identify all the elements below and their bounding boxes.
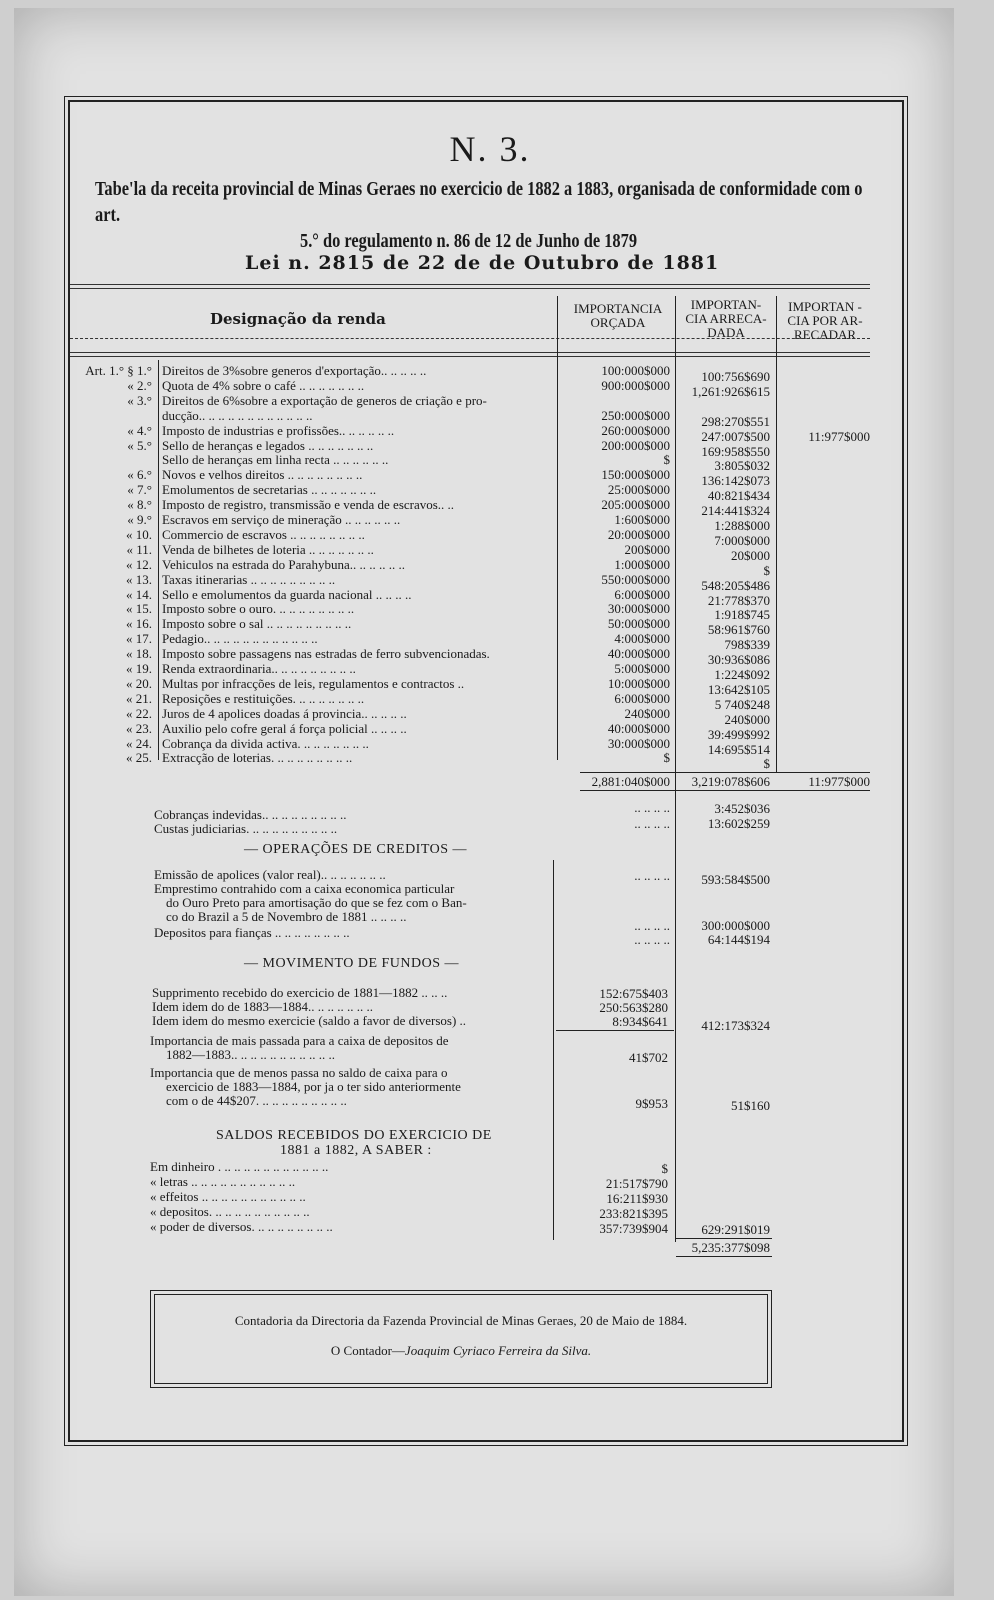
column-header-designacao: Designação da renda xyxy=(210,310,386,328)
row-article: « 14. xyxy=(126,586,152,602)
row-description: Imposto sobre o ouro. .. .. .. .. .. .. .. .. xyxy=(162,601,355,617)
row-article: « 24. xyxy=(126,735,152,751)
row-article: « 19. xyxy=(126,661,152,676)
funds-row-desc: Importancia de mais passada para a caixa de depositos de xyxy=(150,1033,449,1048)
column-rule xyxy=(675,296,676,1242)
row-description: Imposto sobre passagens nas estradas de ferro subvencionadas. xyxy=(162,646,490,662)
column-header-por-arrecadar: IMPORTAN - CIA POR AR- RECADAR xyxy=(787,299,863,342)
total-rule xyxy=(676,1256,772,1257)
row-article: « 15. xyxy=(126,601,152,617)
credit-row-desc: co do Brazil a 5 de Novembro de 1881 .. .. .. .. xyxy=(166,909,407,924)
row-article: « 13. xyxy=(126,571,152,587)
row-orcada: $ xyxy=(663,750,670,766)
row-article: « 8.° xyxy=(127,497,152,513)
row-article: « 25. xyxy=(126,750,152,766)
section-title-creditos: — OPERAÇÕES DE CREDITOS — xyxy=(244,842,468,857)
row-description: Reposições e restituições. .. .. .. .. .. .. .. xyxy=(162,690,365,706)
divider xyxy=(70,338,870,339)
row-arrecadada: 247:007$500 xyxy=(701,428,770,444)
section-subtitle-saldos: 1881 a 1882, A SABER : xyxy=(280,1143,432,1158)
row-article: « 21. xyxy=(126,690,152,706)
row-arrecadada: 14:695$514 xyxy=(707,741,770,757)
row-por-arrecadar: 11:977$000 xyxy=(808,428,870,444)
balance-row-desc: Em dinheiro . .. .. .. .. .. .. .. .. .. .. .. xyxy=(150,1159,329,1174)
funds-subtotal: 51$160 xyxy=(731,1098,770,1113)
row-arrecadada: 7:000$000 xyxy=(714,532,770,548)
column-header-orcada: IMPORTANCIA ORÇADA xyxy=(573,301,663,330)
extra-row-arrecadada: 13:602$259 xyxy=(707,816,770,831)
credit-row-desc: do Ouro Preto para amortisação do que se fez com o Ban- xyxy=(166,895,467,910)
divider xyxy=(70,284,870,285)
balance-row-value: 21:517$790 xyxy=(605,1176,668,1191)
total-rule xyxy=(580,790,870,791)
title-line-1: Tabe'la da receita provincial de Minas Geraes no exercicio de 1882 a 1883, organisada de conformidade com o art. xyxy=(95,178,863,226)
funds-row-desc: com o de 44$207. .. .. .. .. .. .. .. .. .. xyxy=(166,1093,347,1108)
row-arrecadada: 1,261:926$615 xyxy=(691,383,770,399)
row-arrecadada: 1:288$000 xyxy=(714,518,770,533)
row-orcada: 30:000$000 xyxy=(607,735,670,751)
balance-row-value: $ xyxy=(661,1161,668,1176)
row-arrecadada: 58:961$760 xyxy=(707,622,770,638)
row-description: ducção.. .. .. .. .. .. .. .. .. .. .. .. xyxy=(162,407,313,423)
credit-row-arrecadada: 64:144$194 xyxy=(707,932,770,947)
row-description: Emolumentos de secretarias .. .. .. .. .. .. .. xyxy=(162,482,377,498)
divider xyxy=(70,288,870,289)
extra-row-desc: Cobranças indevidas.. .. .. .. .. .. .. .. .. xyxy=(154,807,347,822)
row-arrecadada: 21:778$370 xyxy=(707,592,770,608)
funds-row-desc: Importancia que de menos passa no saldo de caixa para o xyxy=(150,1065,448,1080)
credit-row-desc: Emprestimo contrahido com a caixa economica particular xyxy=(154,881,455,896)
balance-row-desc: « effeitos .. .. .. .. .. .. .. .. .. .. .. xyxy=(150,1189,306,1204)
column-rule xyxy=(553,860,554,1240)
extra-row-orcada: .. .. .. .. xyxy=(634,816,670,831)
column-rule xyxy=(158,360,159,760)
row-article: « 23. xyxy=(126,720,152,736)
funds-row-desc: exercicio de 1883—1884, por ja o ter sido anteriormente xyxy=(166,1079,461,1094)
footer-signature-name: Joaquim Cyriaco Ferreira da Silva. xyxy=(404,1343,592,1358)
row-orcada: 20:000$000 xyxy=(607,526,670,542)
row-description: Direitos de 3%sobre generos d'exportação.. .. .. .. .. xyxy=(162,363,427,378)
funds-row-desc: 1882—1883.. .. .. .. .. .. .. .. .. .. .. xyxy=(166,1047,335,1062)
total-arrecadada: 3,219:078$606 xyxy=(691,774,770,789)
row-orcada: 25:000$000 xyxy=(607,482,670,498)
grand-total: 5,235:377$098 xyxy=(691,1240,770,1255)
row-description: Cobrança da divida activa. .. .. .. .. .. .. .. xyxy=(162,735,369,751)
row-arrecadada: $ xyxy=(763,562,770,578)
row-orcada: 40:000$000 xyxy=(607,720,670,736)
row-article: « 22. xyxy=(126,705,152,721)
row-article: « 11. xyxy=(126,541,152,557)
row-orcada: 205:000$000 xyxy=(601,497,670,513)
row-article: « 20. xyxy=(126,675,152,691)
row-article: « 3.° xyxy=(127,392,152,408)
row-arrecadada: 214:441$324 xyxy=(701,503,770,519)
row-orcada: 6:000$000 xyxy=(614,690,670,706)
page-frame xyxy=(68,100,904,1442)
row-orcada: $ xyxy=(663,452,670,468)
title-line-2: 5.° do regulamento n. 86 de 12 de Junho de 1879 xyxy=(300,230,638,252)
column-rule xyxy=(557,296,558,760)
funds-row-desc: Idem idem do de 1883—1884.. .. .. .. .. .. .. xyxy=(152,999,373,1014)
row-arrecadada: 13:642$105 xyxy=(707,681,770,697)
row-description: Imposto de industrias e profissões.. .. .. .. .. .. xyxy=(162,422,395,438)
funds-row-value: 250:563$280 xyxy=(599,1000,668,1015)
footer-signature-prefix: O Contador— xyxy=(330,1343,405,1358)
row-description: Extracção de loterias. .. .. .. .. .. .. .. .. xyxy=(162,750,353,766)
funds-row-value: 152:675$403 xyxy=(599,986,668,1001)
row-orcada: 200$000 xyxy=(624,541,670,557)
total-por-arrecadar: 11:977$000 xyxy=(808,774,870,789)
row-orcada: 5:000$000 xyxy=(614,661,670,676)
row-description: Sello e emolumentos da guarda nacional .. .. .. .. xyxy=(162,586,412,602)
funds-row-value: 41$702 xyxy=(629,1050,668,1065)
row-arrecadada: 100:756$690 xyxy=(701,369,770,384)
credit-row-arrecadada: 300:000$000 xyxy=(701,918,770,933)
divider xyxy=(70,356,870,357)
row-arrecadada: 3:805$032 xyxy=(714,458,770,474)
row-description: Sello de heranças e legados .. .. .. .. .. .. .. xyxy=(162,437,374,453)
signature-box-inner xyxy=(154,1294,768,1384)
total-orcada: 2,881:040$000 xyxy=(591,774,670,789)
row-article: « 7.° xyxy=(127,482,152,498)
row-arrecadada: 548:205$486 xyxy=(701,577,770,593)
row-orcada: 100:000$000 xyxy=(601,363,670,378)
law-reference: Lei n. 2815 de 22 de de Outubro de 1881 xyxy=(245,252,720,274)
row-article: « 18. xyxy=(126,646,152,662)
row-orcada: 40:000$000 xyxy=(607,646,670,662)
row-orcada: 30:000$000 xyxy=(607,601,670,617)
row-description: Auxilio pelo cofre geral á força policial .. .. .. .. xyxy=(162,720,407,736)
row-orcada: 900:000$000 xyxy=(601,377,670,393)
row-arrecadada: 240$000 xyxy=(724,711,770,727)
column-header-arrecadada: IMPORTAN- CIA ARRECA- DADA xyxy=(685,297,767,340)
row-description: Juros de 4 apolices doadas á provincia.. .. .. .. .. xyxy=(162,705,407,721)
row-arrecadada: 40:821$434 xyxy=(707,488,770,504)
row-arrecadada: 1:918$745 xyxy=(714,607,770,623)
balance-row-desc: « depositos. .. .. .. .. .. .. .. .. .. .. xyxy=(150,1204,310,1219)
row-arrecadada: 1:224$092 xyxy=(714,667,770,682)
row-description: Pedagio.. .. .. .. .. .. .. .. .. .. .. .. xyxy=(162,631,318,647)
row-arrecadada: 5 740$248 xyxy=(714,696,770,712)
row-orcada: 50:000$000 xyxy=(607,616,670,632)
row-description: Sello de heranças em linha recta .. .. .. .. .. .. xyxy=(162,452,389,468)
signature-box xyxy=(150,1290,772,1388)
row-article: Art. 1.° § 1.° xyxy=(85,363,152,378)
row-article: « 6.° xyxy=(127,467,152,483)
row-description: Renda extraordinaria.. .. .. .. .. .. .. .. .. xyxy=(162,661,356,676)
balances-total: 629:291$019 xyxy=(701,1222,770,1237)
funds-row-desc: Supprimento recebido do exercicio de 1881—1882 .. .. .. xyxy=(152,985,448,1000)
footer-signature xyxy=(151,1343,771,1359)
row-arrecadada: 30:936$086 xyxy=(707,652,770,668)
credit-row-desc: Emissão de apolices (valor real).. .. .. .. .. .. .. xyxy=(154,867,386,882)
row-orcada: 6:000$000 xyxy=(614,586,670,602)
row-description: Vehiculos na estrada do Parahybuna.. .. .. .. .. .. xyxy=(162,556,405,572)
row-description: Taxas itinerarias .. .. .. .. .. .. .. .. .. xyxy=(162,571,336,587)
balance-row-desc: « poder de diversos. .. .. .. .. .. .. .. .. xyxy=(150,1219,333,1234)
row-description: Direitos de 6%sobre a exportação de generos de criação e pro- xyxy=(162,392,487,408)
row-orcada: 10:000$000 xyxy=(607,675,670,691)
row-orcada: 200:000$000 xyxy=(601,437,670,453)
row-arrecadada: 20$000 xyxy=(731,547,770,563)
row-article: « 5.° xyxy=(127,437,152,453)
credit-row-desc: Depositos para fianças .. .. .. .. .. .. .. .. xyxy=(154,925,350,940)
balance-row-desc: « letras .. .. .. .. .. .. .. .. .. .. .. xyxy=(150,1174,296,1189)
row-arrecadada: 298:270$551 xyxy=(701,413,770,429)
row-article: « 16. xyxy=(126,616,152,632)
balance-row-value: 233:821$395 xyxy=(599,1206,668,1221)
row-arrecadada: 169:958$550 xyxy=(701,443,770,459)
extra-row-desc: Custas judiciarias. .. .. .. .. .. .. .. .. .. xyxy=(154,821,338,836)
row-description: Imposto de registro, transmissão e venda de escravos.. .. xyxy=(162,497,455,513)
section-title-saldos: SALDOS RECEBIDOS DO EXERCICIO DE xyxy=(216,1128,492,1143)
total-rule xyxy=(580,772,870,773)
row-article: « 9.° xyxy=(127,512,152,527)
row-description: Commercio de escravos .. .. .. .. .. .. .. .. xyxy=(162,526,365,542)
row-orcada: 260:000$000 xyxy=(601,422,670,438)
credit-row-orcada: .. .. .. .. xyxy=(634,932,670,947)
row-arrecadada: 39:499$992 xyxy=(707,726,770,742)
funds-subtotal: 412:173$324 xyxy=(701,1018,770,1033)
row-article: « 10. xyxy=(126,526,152,542)
row-orcada: 150:000$000 xyxy=(601,467,670,483)
table-number: N. 3. xyxy=(449,129,531,169)
extra-row-orcada: .. .. .. .. xyxy=(634,800,670,815)
balance-row-value: 357:739$904 xyxy=(599,1221,668,1236)
row-article: « 12. xyxy=(126,556,152,572)
row-arrecadada: $ xyxy=(763,756,770,772)
section-title-fundos: — MOVIMENTO DE FUNDOS — xyxy=(244,956,460,971)
row-orcada: 1:600$000 xyxy=(614,512,670,527)
balance-row-value: 16:211$930 xyxy=(606,1191,668,1206)
credit-row-orcada: .. .. .. .. xyxy=(634,868,670,883)
row-article: « 4.° xyxy=(127,422,152,438)
funds-row-desc: Idem idem do mesmo exercicie (saldo a favor de diversos) .. xyxy=(152,1013,467,1028)
total-rule xyxy=(676,1238,772,1239)
row-arrecadada: 798$339 xyxy=(724,637,770,653)
row-description: Venda de bilhetes de loteria .. .. .. .. .. .. .. xyxy=(162,541,374,557)
row-arrecadada: 136:142$073 xyxy=(701,473,770,489)
subtotal-rule xyxy=(556,1030,674,1031)
row-orcada: 240$000 xyxy=(624,705,670,721)
credit-row-orcada: .. .. .. .. xyxy=(634,918,670,933)
footer-place-date: Contadoria da Directoria da Fazenda Provincial de Minas Geraes, 20 de Maio de 1884. xyxy=(234,1313,688,1328)
row-description: Quota de 4% sobre o café .. .. .. .. .. .. .. xyxy=(162,377,365,393)
row-orcada: 4:000$000 xyxy=(614,631,670,647)
page-title xyxy=(95,176,866,254)
row-description: Multas por infracções de leis, regulamentos e contractos .. xyxy=(162,675,465,691)
row-orcada: 250:000$000 xyxy=(601,407,670,423)
row-description: Escravos em serviço de mineração .. .. .. .. .. .. xyxy=(162,512,401,527)
row-article: « 17. xyxy=(126,631,152,647)
row-orcada: 1:000$000 xyxy=(614,556,670,572)
funds-row-value: 9$953 xyxy=(635,1096,668,1111)
row-description: Imposto sobre o sal .. .. .. .. .. .. .. .. .. xyxy=(162,616,352,632)
row-description: Novos e velhos direitos .. .. .. .. .. .. .. .. xyxy=(162,467,363,483)
row-orcada: 550:000$000 xyxy=(601,571,670,587)
row-article: « 2.° xyxy=(127,377,152,393)
column-rule xyxy=(776,296,777,772)
divider xyxy=(70,352,870,353)
funds-row-value: 8:934$641 xyxy=(612,1014,668,1029)
extra-row-arrecadada: 3:452$036 xyxy=(714,801,770,816)
credit-row-arrecadada: 593:584$500 xyxy=(701,872,770,887)
